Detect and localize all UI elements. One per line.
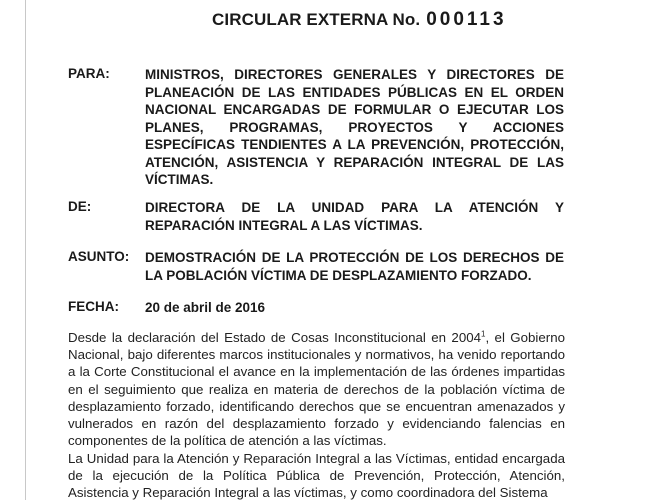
asunto-label: ASUNTO: <box>68 249 130 264</box>
title-prefix: CIRCULAR EXTERNA No. <box>212 10 421 29</box>
circular-number: 000113 <box>426 9 507 30</box>
footnote-marker: 1 <box>481 329 486 339</box>
asunto-value: DEMOSTRACIÓN DE LA PROTECCIÓN DE LOS DERECHOS DE LA POBLACIÓN VÍCTIMA DE DESPLAZAMIENTO FORZADO. <box>145 250 564 283</box>
para-value: MINISTROS, DIRECTORES GENERALES Y DIRECTORES DE PLANEACIÓN DE LAS ENTIDADES PÚBLICAS EN EL ORDEN NACIONAL ENCARGADAS DE FORMULAR O EJECUTAR LOS PLANES, PROGRAMAS, PROYECTOS Y ACCIONES ESPECÍFICAS TENDIENTES A LA PREVENCIÓN, PROTECCIÓN, ATENCIÓN, ASISTENCIA Y REPARACIÓN INTEGRAL DE LAS VÍCTIMAS. <box>145 67 564 187</box>
fecha-value: 20 de abril de 2016 <box>145 300 266 315</box>
paragraph-1-start: Desde la declaración del Estado de Cosas Inconstitucional en 2004 <box>68 330 482 345</box>
de-label: DE: <box>68 199 92 214</box>
paragraph-1-rest: , el Gobierno Nacional, bajo diferentes marcos institucionales y normativos, ha venido reportando a la Corte Constitucional el avance en la implementación de las órdenes impartidas en el seguimiento que realiza en materia de derechos de la población víctima de desplazamiento forzado, identificando derechos que se encuentran amenazados y vulnerados en razón del desplazamiento forzado y evidenciando falencias en componentes de la política de atención a las víctimas. <box>68 330 566 449</box>
document-title <box>212 9 507 31</box>
de-value: DIRECTORA DE LA UNIDAD PARA LA ATENCIÓN Y REPARACIÓN INTEGRAL A LAS VÍCTIMAS. <box>145 200 564 233</box>
body-paragraph-2: La Unidad para la Atención y Reparación Integral a las Víctimas, entidad encargada de la ejecución de la Política Pública de Prevención, Protección, Atención, Asistencia y Reparación Integral a las víctimas, y como coordinadora del Sistema <box>68 451 565 501</box>
body-paragraph-1 <box>68 329 565 449</box>
page-edge-line <box>25 0 26 500</box>
para-label: PARA: <box>68 66 110 81</box>
fecha-label: FECHA: <box>68 299 119 314</box>
